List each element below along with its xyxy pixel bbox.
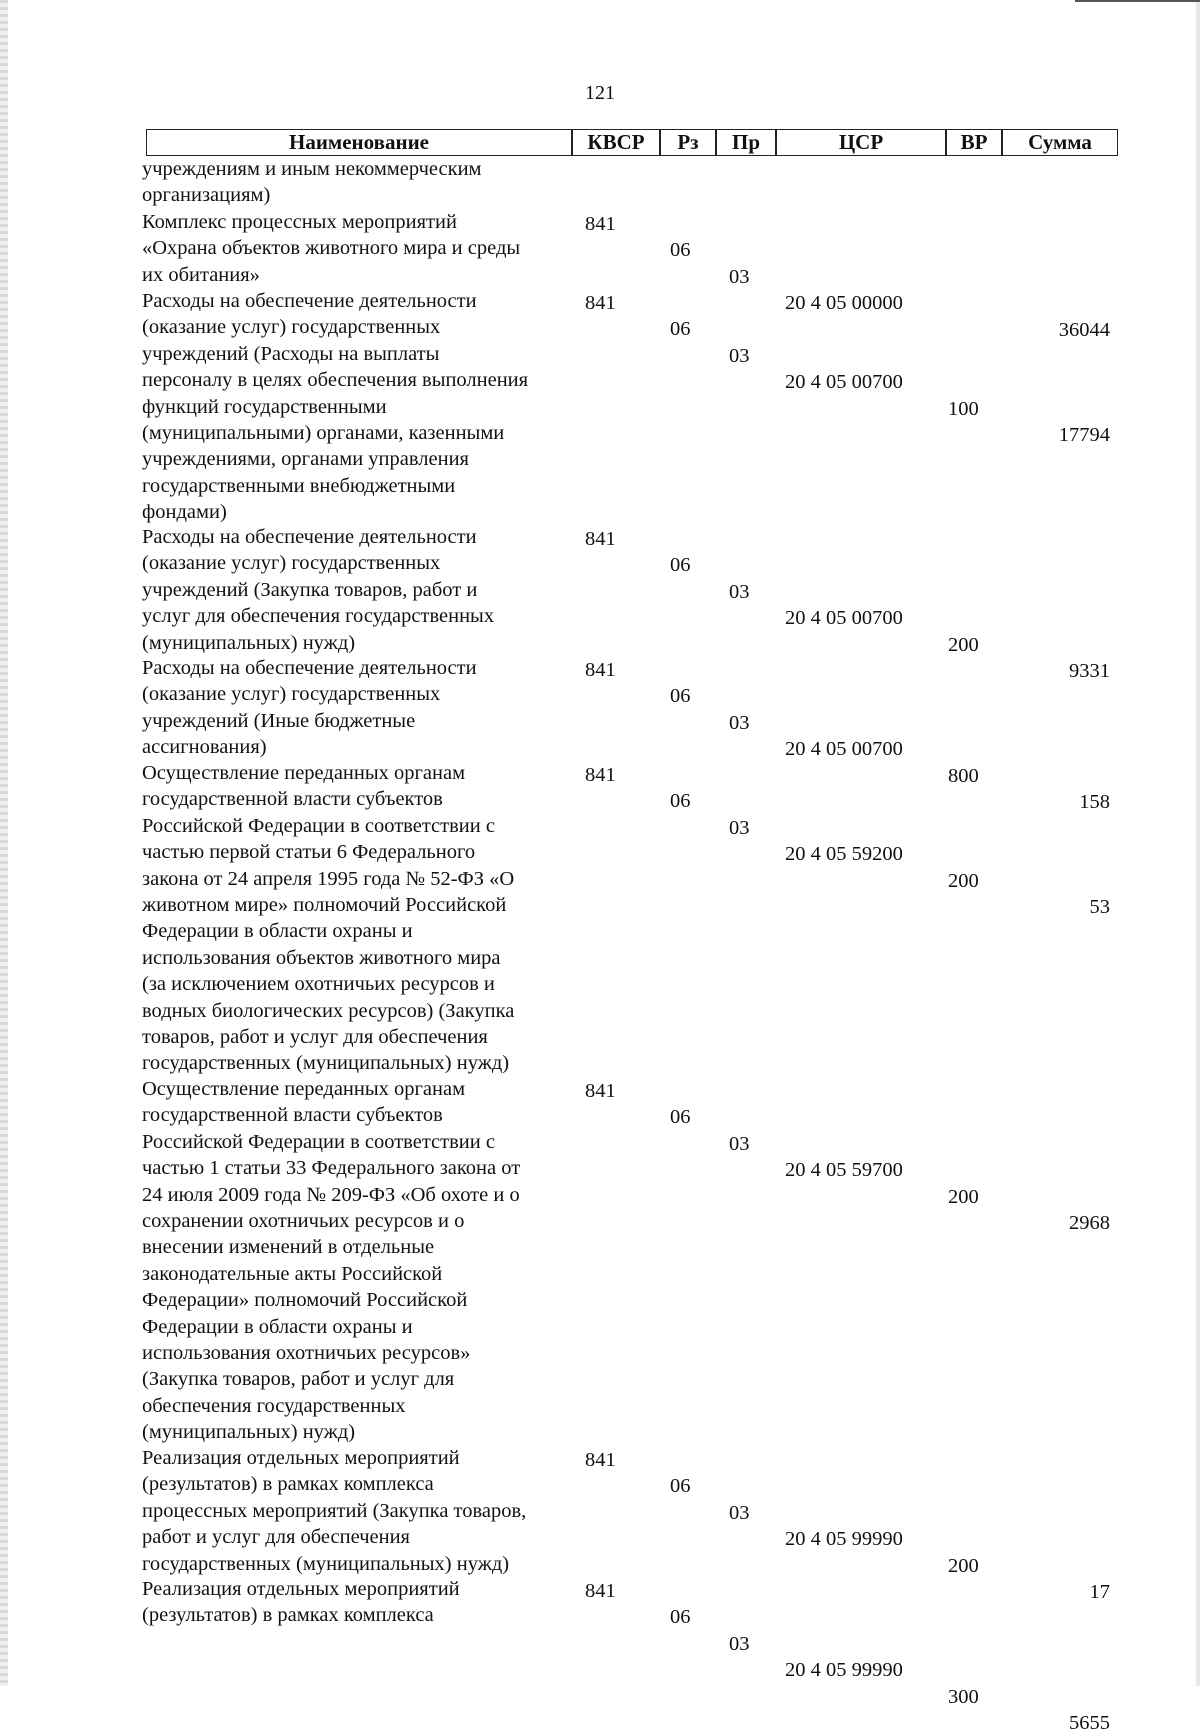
row-name: Реализация отдельных мероприятий (результатов) в рамках комплекса — [142, 1578, 460, 1627]
row-csr: 20 4 05 00700 — [785, 607, 903, 630]
row-kvsr: 841 — [585, 1580, 616, 1602]
table-row — [0, 760, 1200, 1075]
row-rz: 06 — [670, 1475, 691, 1498]
row-csr: 20 4 05 59200 — [785, 843, 903, 866]
row-vr: 300 — [948, 1685, 979, 1708]
row-rz: 06 — [670, 1606, 691, 1629]
top-edge-rule — [1075, 0, 1200, 2]
row-pr: 03 — [729, 265, 750, 288]
table-row — [0, 1576, 1200, 1734]
row-csr: 20 4 05 59700 — [785, 1159, 903, 1182]
table-row — [0, 288, 1200, 524]
row-sum: 17 — [1089, 1581, 1110, 1604]
row-vr: 200 — [948, 869, 979, 892]
row-sum: 2968 — [1069, 1212, 1110, 1235]
row-sum: 9331 — [1069, 660, 1110, 683]
row-name: Расходы на обеспечение деятельности (оказание услуг) государственных учреждений (Иные бюджетные ассигнования) — [142, 657, 477, 759]
row-rz: 06 — [670, 318, 691, 341]
header-csr: ЦСР — [776, 129, 946, 156]
row-pr: 03 — [729, 1501, 750, 1524]
row-name: Комплекс процессных мероприятий «Охрана объектов животного мира и среды их обитания» — [142, 211, 521, 286]
row-sum: 17794 — [1058, 424, 1110, 447]
row-kvsr: 841 — [585, 213, 616, 235]
header-vr: ВР — [946, 129, 1002, 156]
row-rz: 06 — [670, 685, 691, 708]
row-pr: 03 — [729, 816, 750, 839]
row-csr: 20 4 05 99990 — [785, 1528, 903, 1551]
page-number: 121 — [585, 82, 615, 104]
row-sum: 158 — [1079, 791, 1110, 814]
row-kvsr: 841 — [585, 659, 616, 681]
row-sum: 53 — [1089, 896, 1110, 919]
header-rz: Рз — [660, 129, 716, 156]
row-kvsr: 841 — [585, 1080, 616, 1102]
header-kvsr: КВСР — [572, 129, 660, 156]
row-sum: 5655 — [1069, 1712, 1110, 1735]
row-vr: 100 — [948, 397, 979, 420]
row-pr: 03 — [729, 344, 750, 367]
row-name: учреждениям и иным некоммерческим организациям) — [142, 158, 482, 207]
row-sum: 36044 — [1058, 318, 1110, 341]
row-kvsr: 841 — [585, 764, 616, 786]
table-row — [0, 1076, 1200, 1444]
row-vr: 200 — [948, 633, 979, 656]
row-csr: 20 4 05 00700 — [785, 371, 903, 394]
header-name: Наименование — [146, 129, 572, 156]
row-kvsr: 841 — [585, 1449, 616, 1471]
row-rz: 06 — [670, 239, 691, 262]
row-name: Расходы на обеспечение деятельности (оказание услуг) государственных учреждений (Закупка товаров, работ и услуг для обеспечения государственных (муниципальных) нужд) — [142, 526, 495, 654]
row-csr: 20 4 05 00000 — [785, 292, 903, 315]
row-pr: 03 — [729, 1632, 750, 1655]
row-vr: 200 — [948, 1185, 979, 1208]
row-pr: 03 — [729, 711, 750, 734]
row-kvsr: 841 — [585, 292, 616, 314]
header-pr: Пр — [716, 129, 776, 156]
row-csr: 20 4 05 99990 — [785, 1659, 903, 1682]
row-vr: 200 — [948, 1554, 979, 1577]
row-rz: 06 — [670, 790, 691, 813]
row-csr: 20 4 05 00700 — [785, 738, 903, 761]
row-rz: 06 — [670, 554, 691, 577]
header-sum: Сумма — [1002, 129, 1118, 156]
row-kvsr: 841 — [585, 528, 616, 550]
row-pr: 03 — [729, 580, 750, 603]
row-name: Реализация отдельных мероприятий (результатов) в рамках комплекса процессных мероприятий (Закупка товаров, работ и услуг для обеспечения государственных (муниципальных) нужд) — [142, 1447, 527, 1575]
row-name: Осуществление переданных органам государственной власти субъектов Российской Федерации в соответствии с частью 1 статьи 33 Федерального закона от 24 июля 2009 года № 209-ФЗ «Об охоте и о сохранении охотничьих ресурсов и о внесении изменений в отдельные законодательные акты Российской Федерации» полномочий Российской Федерации в области охраны и использования охотничьих ресурсов» (Закупка товаров, работ и услуг для обеспечения государственных (муниципальных) нужд) — [142, 1078, 521, 1444]
row-pr: 03 — [729, 1132, 750, 1155]
row-vr: 800 — [948, 764, 979, 787]
row-rz: 06 — [670, 1106, 691, 1129]
row-name: Осуществление переданных органам государственной власти субъектов Российской Федерации в соответствии с частью первой статьи 6 Федерального закона от 24 апреля 1995 года № 52-ФЗ «О животном мире» полномочий Российской Федерации в области охраны и использования объектов животного мира (за исключением охотничьих ресурсов и водных биологических ресурсов) (Закупка товаров, работ и услуг для обеспечения государственных (муниципальных) нужд) — [142, 762, 515, 1075]
row-name: Расходы на обеспечение деятельности (оказание услуг) государственных учреждений (Расходы на выплаты персоналу в целях обеспечения выполнения функций государственными (муниципальными) органами, казенными учреждениями, органами управления государственными внебюджетными фондами) — [142, 290, 529, 524]
